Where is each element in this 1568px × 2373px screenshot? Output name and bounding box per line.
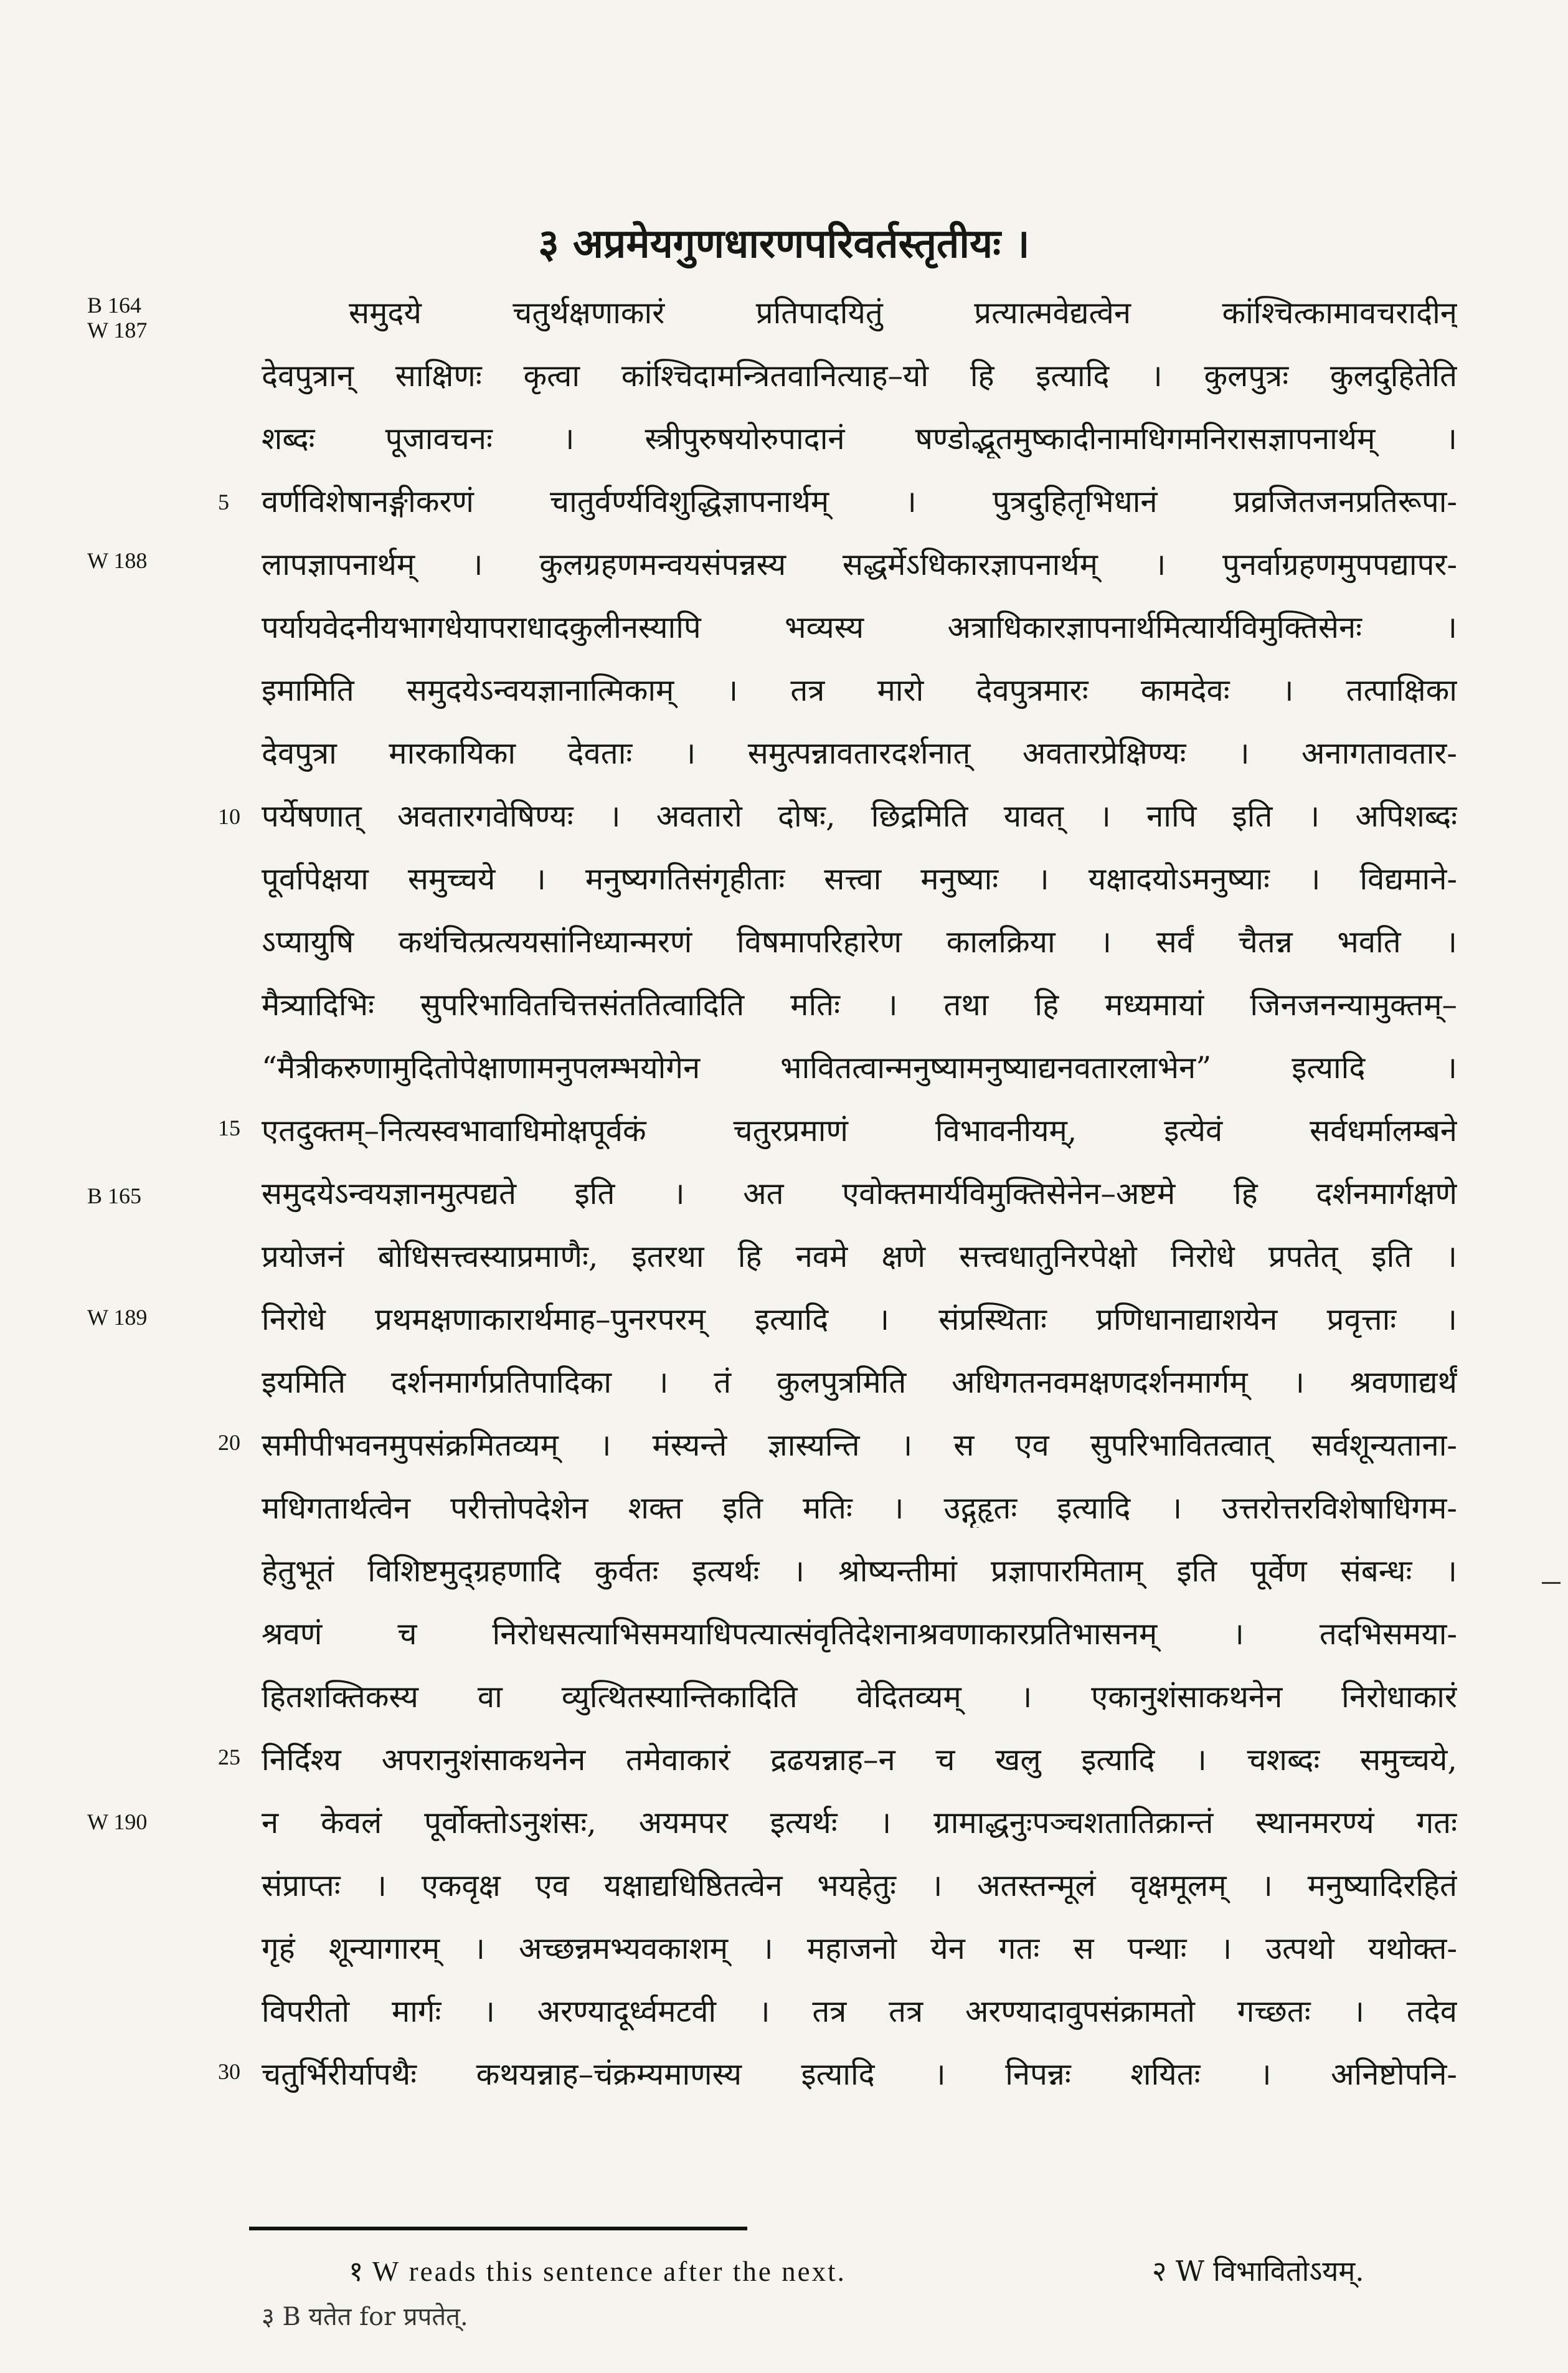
footnote-text: W विभावितोऽयम्. <box>1175 2255 1364 2288</box>
text-line: इयमिति दर्शनमार्गप्रतिपादिका । तं कुलपुत्रमिति अधिगतनवमक्षणदर्शनमार्गम् । श्रवणाद्यर्थं <box>262 1365 1457 1400</box>
text-line: देवपुत्रा मारकायिका देवताः । समुत्पन्नावतारदर्शनात् अवतारप्रेक्षिण्यः । अनागतावतार- <box>262 736 1457 771</box>
margin-mark <box>1542 1582 1561 1584</box>
text-line: शब्दः पूजावचनः । स्त्रीपुरुषयोरुपादानं षण्डोद्भूतमुष्कादीनामधिगमनिरासज्ञापनार्थम् । <box>262 421 1457 457</box>
text-line: वर्णविशेषानङ्गीकरणं चातुर्वर्ण्यविशुद्धिज्ञापनार्थम् । पुत्रदुहितृभिधानं प्रव्रजितजनप्रतिरूपा- <box>262 484 1457 519</box>
text-line: समुदयेऽन्वयज्ञानमुत्पद्यते इति । अत एवोक्तमार्यविमुक्तिसेनेन–अष्टमे हि दर्शनमार्गक्षणे <box>262 1176 1457 1211</box>
margin-ref-w190: W 190 <box>87 1809 148 1834</box>
text-line: मधिगतार्थत्वेन परीत्तोपदेशेन शक्त इति मतिः । उद्गृहृतः इत्यादि । उत्तरोत्तरविशेषाधिगम- <box>262 1490 1457 1526</box>
text-line: विपरीतो मार्गः । अरण्यादूर्ध्वमटवी । तत्र तत्र अरण्यादावुपसंक्रामतो गच्छतः । तदेव <box>262 1994 1457 2029</box>
footnote-text: W reads this sentence after the next. <box>372 2256 846 2287</box>
text-line: इमामिति समुदयेऽन्वयज्ञानात्मिकाम् । तत्र मारो देवपुत्रमारः कामदेवः । तत्पाक्षिका <box>262 673 1457 708</box>
margin-ref-w187: W 187 <box>87 318 148 343</box>
margin-ref-w189: W 189 <box>87 1305 148 1330</box>
line-number: 15 <box>218 1115 240 1140</box>
footnote-number: २ <box>1152 2255 1167 2288</box>
text-line: गृहं शून्यागारम् । अच्छन्नमभ्यवकाशम् । महाजनो येन गतः स पन्थाः । उत्पथो यथोक्त- <box>262 1931 1457 1966</box>
footnote-text: B यतेत for प्रपतेत्. <box>282 2303 468 2331</box>
footnote-rule <box>249 2227 747 2230</box>
text-line: पर्येषणात् अवतारगवेषिण्यः । अवतारो दोषः, छिद्रमिति यावत् । नापि इति । अपिशब्दः <box>262 798 1457 834</box>
line-number: 30 <box>218 2059 240 2084</box>
text-line: श्रवणं च निरोधसत्याभिसमयाधिपत्यात्संवृतिदेशनाश्रवणाकारप्रतिभासनम् । तदभिसमया- <box>262 1616 1457 1652</box>
line-number: 25 <box>218 1745 240 1769</box>
text-line: ऽप्यायुषि कथंचित्प्रत्ययसांनिध्यान्मरणं विषमापरिहारेण कालक्रिया । सर्वं चैतन्न भवति । <box>262 924 1457 960</box>
text-line: पूर्वापेक्षया समुच्चये । मनुष्यगतिसंगृहीताः सत्त्वा मनुष्याः । यक्षादयोऽमनुष्याः । विद्यमाने- <box>262 861 1457 897</box>
text-line: समुदये चतुर्थक्षणाकारं प्रतिपादयितुं प्रत्यात्मवेद्यत्वेन कांश्चित्कामावचरादीन् <box>349 295 1457 331</box>
text-line: लापज्ञापनार्थम् । कुलग्रहणमन्वयसंपन्नस्य सद्धर्मेऽधिकारज्ञापनार्थम् । पुनर्वाग्रहणमुपपद्यापर- <box>262 547 1457 582</box>
text-line: हेतुभूतं विशिष्टमुद्ग्रहणादि कुर्वतः इत्यर्थः । श्रोष्यन्तीमां प्रज्ञापारमिताम् इति पूर्वेण संबन्धः । <box>262 1553 1457 1589</box>
footnote-3 <box>262 2298 468 2333</box>
margin-ref-b165: B 165 <box>87 1183 142 1208</box>
page-title: ३ अप्रमेयगुणधारणपरिवर्तस्तृतीयः । <box>538 220 1030 267</box>
margin-ref-b164: B 164 <box>87 293 142 318</box>
text-line: देवपुत्रान् साक्षिणः कृत्वा कांश्चिदामन्त्रितवानित्याह–यो हि इत्यादि । कुलपुत्रः कुलदुहितेति <box>262 358 1457 394</box>
margin-ref-w188: W 188 <box>87 548 148 573</box>
footnote-number: ३ <box>262 2303 275 2331</box>
footnote-number: १ <box>349 2255 364 2288</box>
line-number: 10 <box>218 804 240 829</box>
line-number: 5 <box>218 490 229 514</box>
text-line: निर्दिश्य अपरानुशंसाकथनेन तमेवाकारं द्रढयन्नाह–न च खलु इत्यादि । चशब्दः समुच्चये, <box>262 1742 1457 1778</box>
text-line: पर्यायवेदनीयभागधेयापराधादकुलीनस्यापि भव्यस्य अत्राधिकारज्ञापनार्थमित्यार्यविमुक्तिसेनः । <box>262 610 1457 645</box>
text-line: चतुर्भिरीर्यापथैः कथयन्नाह–चंक्रम्यमाणस्य इत्यादि । निपन्नः शयितः । अनिष्टोपनि- <box>262 2057 1457 2092</box>
text-line: हितशक्तिकस्य वा व्युत्थितस्यान्तिकादिति वेदितव्यम् । एकानुशंसाकथनेन निरोधाकारं <box>262 1679 1457 1715</box>
text-line: प्रयोजनं बोधिसत्त्वस्याप्रमाणैः, इतरथा हि नवमे क्षणे सत्त्वधातुनिरपेक्षो निरोधे प्रपतेत् इति । <box>262 1239 1457 1274</box>
text-line: मैत्र्यादिभिः सुपरिभावितचित्तसंततित्वादिति मतिः । तथा हि मध्यमायां जिनजनन्यामुक्तम्– <box>262 987 1457 1023</box>
text-line: निरोधे प्रथमक्षणाकारार्थमाह–पुनरपरम् इत्यादि । संप्रस्थिताः प्रणिधानाद्याशयेन प्रवृत्ताः । <box>262 1302 1457 1337</box>
footnote-2 <box>1152 2252 1364 2290</box>
footnote-1 <box>349 2252 846 2290</box>
line-number: 20 <box>218 1430 240 1455</box>
text-line: एतदुक्तम्–नित्यस्वभावाधिमोक्षपूर्वकं चतुरप्रमाणं विभावनीयम्, इत्येवं सर्वधर्मालम्बने <box>262 1113 1457 1149</box>
text-line: “मैत्रीकरुणामुदितोपेक्षाणामनुपलम्भयोगेन भावितत्वान्मनुष्यामनुष्याद्यनवतारलाभेन” इत्यादि । <box>262 1050 1457 1086</box>
text-line: न केवलं पूर्वोक्तोऽनुशंसः, अयमपर इत्यर्थः । ग्रामाद्धनुःपञ्चशतातिक्रान्तं स्थानमरण्यं गतः <box>262 1805 1457 1840</box>
text-line: समीपीभवनमुपसंक्रमितव्यम् । मंस्यन्ते ज्ञास्यन्ति । स एव सुपरिभावितत्वात् सर्वशून्यताना- <box>262 1428 1457 1463</box>
text-line: संप्राप्तः । एकवृक्ष एव यक्षाद्यधिष्ठितत्वेन भयहेतुः । अतस्तन्मूलं वृक्षमूलम् । मनुष्यादिरहितं <box>262 1868 1457 1903</box>
